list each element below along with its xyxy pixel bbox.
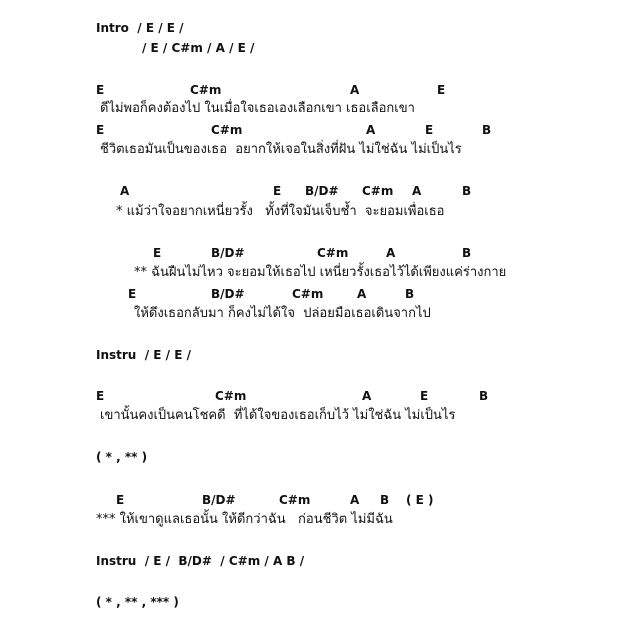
section-text: / E / C#m / A / E / <box>142 41 255 55</box>
chord-symbol: E <box>116 493 125 507</box>
chord-symbol: C#m <box>190 83 222 97</box>
chord-symbol: A <box>350 83 360 97</box>
chord-symbol: A <box>362 389 372 403</box>
section-line <box>0 447 620 467</box>
chord-line <box>0 181 620 201</box>
chord-symbol: C#m <box>362 184 394 198</box>
chord-line <box>0 490 620 510</box>
chord-symbol: E <box>96 123 105 137</box>
lyric-line <box>0 304 620 324</box>
lyric-text: ** ฉันฝืนไม่ไหว จะยอมให้เธอไป เหนี่ยวรั้งเธอไว้ได้เพียงแค่ร่างกาย <box>134 265 507 280</box>
section-line <box>0 551 620 571</box>
chord-symbol: B/D# <box>202 493 236 507</box>
section-text: Intro / E / E / <box>96 21 184 35</box>
chord-symbol: B <box>479 389 489 403</box>
chord-line <box>0 386 620 406</box>
section-line <box>0 345 620 365</box>
chord-symbol: C#m <box>292 287 324 301</box>
chord-symbol: A <box>350 493 360 507</box>
lyric-line <box>0 140 620 160</box>
lyric-text: *** ให้เขาดูแลเธอนั้น ให้ดีกว่าฉัน ก่อนชีวิต ไม่มีฉัน <box>96 512 393 527</box>
chord-symbol: E <box>437 83 446 97</box>
chord-symbol: E <box>425 123 434 137</box>
lyric-text: ดีไม่พอก็คงต้องไป ในเมื่อใจเธอเองเลือกเขา เธอเลือกเขา <box>100 101 415 116</box>
chord-symbol: B <box>462 246 472 260</box>
chord-symbol: B <box>462 184 472 198</box>
chord-symbol: E <box>96 389 105 403</box>
chord-symbol: C#m <box>279 493 311 507</box>
chord-line <box>0 120 620 140</box>
section-line <box>0 18 620 38</box>
section-line <box>0 38 620 58</box>
chord-symbol: B/D# <box>211 287 245 301</box>
chord-symbol: C#m <box>215 389 247 403</box>
chord-symbol: E <box>153 246 162 260</box>
section-text: Instru / E / E / <box>96 348 191 362</box>
chord-symbol: B <box>380 493 390 507</box>
section-line <box>0 592 620 612</box>
chord-symbol: ( E ) <box>406 493 434 507</box>
chord-symbol: B/D# <box>305 184 339 198</box>
chord-symbol: A <box>357 287 367 301</box>
chord-symbol: C#m <box>317 246 349 260</box>
section-text: ( * , ** ) <box>96 450 148 464</box>
lyric-line <box>0 99 620 119</box>
chord-symbol: A <box>120 184 130 198</box>
chord-line <box>0 243 620 263</box>
section-text: ( * , ** , *** ) <box>96 595 179 609</box>
chord-symbol: B <box>405 287 415 301</box>
chord-symbol: E <box>96 83 105 97</box>
lyric-line <box>0 263 620 283</box>
chord-symbol: E <box>420 389 429 403</box>
chord-symbol: B <box>482 123 492 137</box>
chord-symbol: E <box>273 184 282 198</box>
lyric-text: เขานั้นคงเป็นคนโชคดี ที่ได้ใจของเธอเก็บไว้ ไม่ใช่ฉัน ไม่เป็นไร <box>100 408 456 423</box>
section-text: Instru / E / B/D# / C#m / A B / <box>96 554 305 568</box>
chord-symbol: A <box>412 184 422 198</box>
chord-symbol: E <box>128 287 137 301</box>
chord-symbol: A <box>366 123 376 137</box>
chord-line <box>0 80 620 100</box>
chord-line <box>0 284 620 304</box>
lyric-line <box>0 406 620 426</box>
chord-symbol: C#m <box>211 123 243 137</box>
chord-symbol: A <box>386 246 396 260</box>
lyric-line <box>0 202 620 222</box>
lyric-text: * แม้ว่าใจอยากเหนี่ยวรั้ง ทั้งที่ใจมันเจ็บช้ำ จะยอมเพื่อเธอ <box>116 204 445 219</box>
chord-symbol: B/D# <box>211 246 245 260</box>
lyric-text: ชีวิตเธอมันเป็นของเธอ อยากให้เจอในสิ่งที่ฝัน ไม่ใช่ฉัน ไม่เป็นไร <box>100 142 462 157</box>
lyric-text: ให้ดึงเธอกลับมา ก็คงไม่ได้ใจ ปล่อยมือเธอเดินจากไป <box>134 306 431 321</box>
lyric-line <box>0 510 620 530</box>
